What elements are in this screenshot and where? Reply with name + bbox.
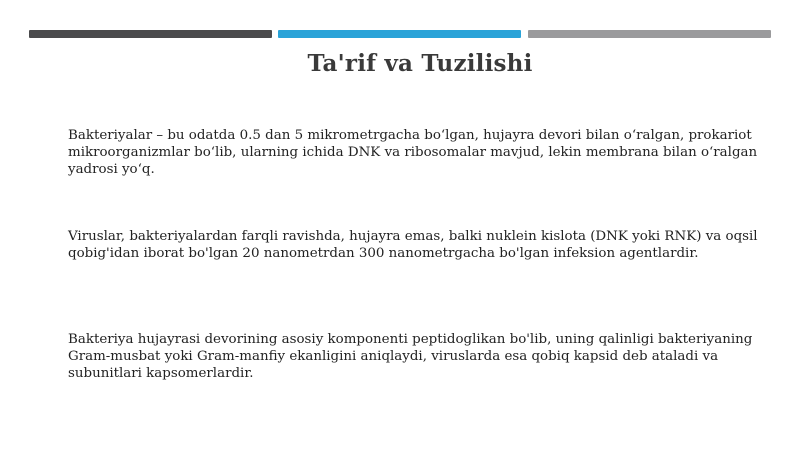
paragraph-bacteria-definition: Bakteriyalar – bu odatda 0.5 dan 5 mikrometrgacha bo‘lgan, hujayra devori bilan o‘ralgan, prokariot mikroorganizmlar bo‘lib, ularning ichida DNK va ribosomalar mavjud, lekin membrana bilan o‘ralgan yadrosi yo‘q. xyxy=(68,128,758,177)
paragraph-cell-wall: Bakteriya hujayrasi devorining asosiy komponenti peptidoglikan bo'lib, uning qalinligi bakteriyaning Gram-musbat yoki Gram-manfiy ekanligini aniqlaydi, viruslarda esa qobiq kapsid deb ataladi va subunitlari kapsomerlardir. xyxy=(68,332,753,381)
header-bar-gray xyxy=(528,30,771,38)
paragraph-virus-definition: Viruslar, bakteriyalardan farqli ravishda, hujayra emas, balki nuklein kislota (DNK yoki RNK) va oqsil qobig'idan iborat bo'lgan 20 nanometrdan 300 nanometrgacha bo'lgan infeksion agentlardir. xyxy=(68,229,758,261)
header-bar-dark xyxy=(29,30,272,38)
header-bar-blue xyxy=(278,30,521,38)
slide-title: Ta'rif va Tuzilishi xyxy=(307,50,533,77)
